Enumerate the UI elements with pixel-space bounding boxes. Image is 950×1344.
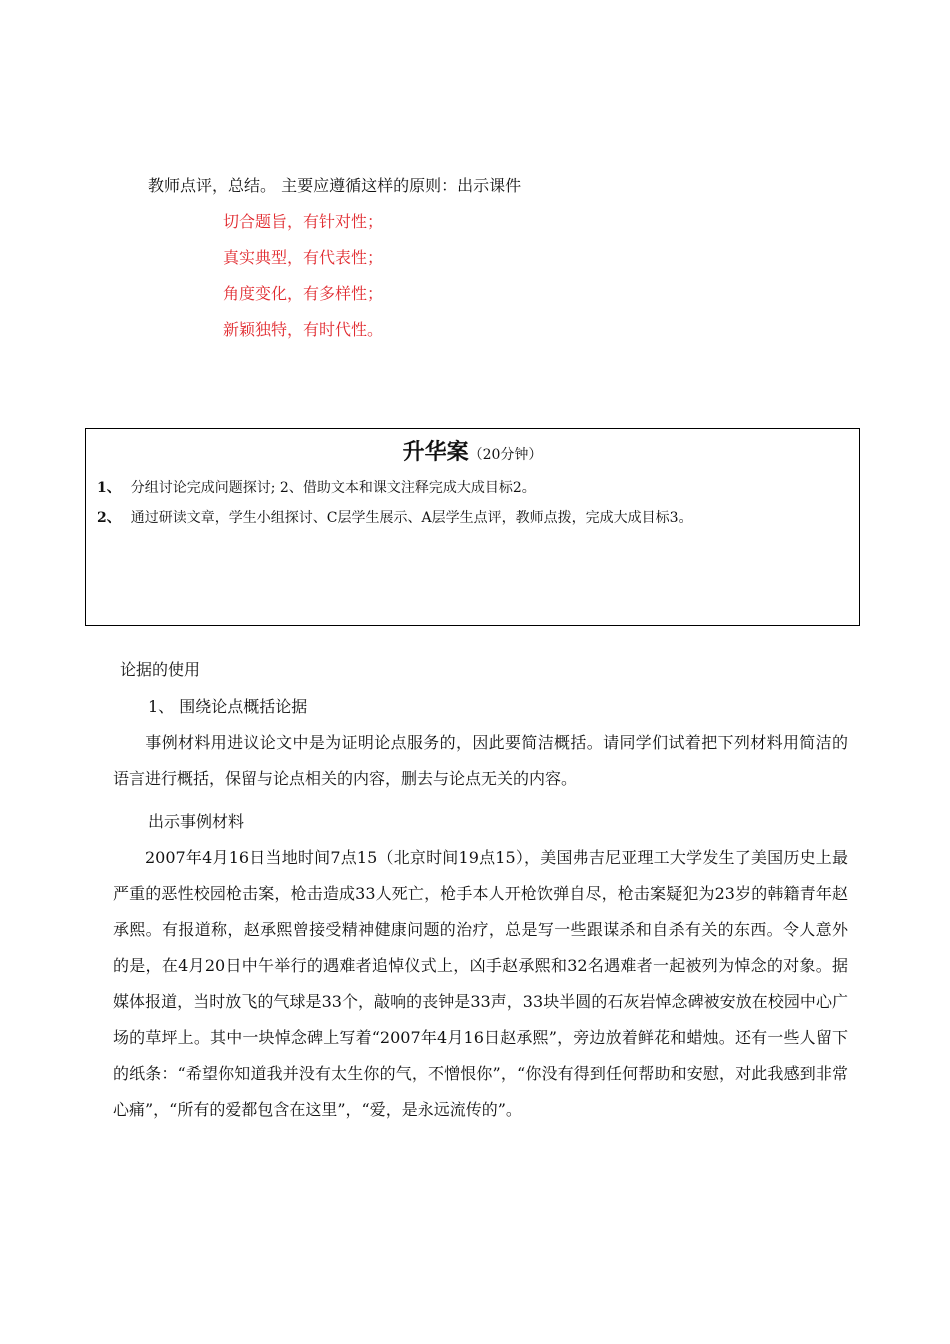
principle-item: 新颖独特，有时代性。 <box>223 320 384 339</box>
box-title-main: 升华案 <box>402 440 469 465</box>
principle-item: 真实典型，有代表性； <box>223 248 384 267</box>
box-list-item <box>97 509 692 527</box>
intro-paragraph-text: 事例材料用进议论文中是为证明论点服务的，因此要简洁概括。请同学们试着把下列材料用简洁的语言进行概括，保留与论点相关的内容，删去与论点无关的内容。 <box>113 733 848 788</box>
material-paragraph-text: 2007年4月16日当地时间7点15（北京时间19点15），美国弗吉尼亚理工大学发生了美国历史上最严重的恶性校园枪击案，枪击造成33人死亡，枪手本人开枪饮弹自尽，枪击案疑犯为23岁的韩籍青年赵承熙。有报道称，赵承熙曾接受精神健康问题的治疗，总是写一些跟谋杀和自杀有关的东西。令人意外的是，在4月20日中午举行的遇难者追悼仪式上，凶手赵承熙和32名遇难者一起被列为悼念的对象。据媒体报道，当时放飞的气球是33个，敲响的丧钟是33声，33块半圆的石灰岩悼念碑被安放在校园中心广场的草坪上。其中一块悼念碑上写着“2007年4月16日赵承熙”，旁边放着鲜花和蜡烛。还有一些人留下的纸条：“希望你知道我并没有太生你的气，不憎恨你”，“你没有得到任何帮助和安慰，对此我感到非常心痛”，“所有的爱都包含在这里”，“爱，是永远流传的”。 <box>113 848 848 1119</box>
box-item-number: 2、 <box>97 510 121 526</box>
box-item-text: 分组讨论完成问题探讨; 2、借助文本和课文注释完成大成目标2。 <box>130 480 536 496</box>
principle-item: 切合题旨，有针对性； <box>223 212 384 231</box>
intro-paragraph <box>113 725 848 797</box>
sublimation-box <box>85 428 860 626</box>
box-list-item <box>97 479 536 497</box>
box-item-number: 1、 <box>97 480 121 496</box>
box-item-text: 通过研读文章，学生小组探讨、C层学生展示、A层学生点评，教师点拨，完成大成目标3。 <box>130 510 693 526</box>
section-title: 论据的使用 <box>120 660 201 679</box>
subheading: 1、 围绕论点概括论据 <box>148 697 308 716</box>
material-label: 出示事例材料 <box>148 812 245 831</box>
principle-item: 角度变化，有多样性； <box>223 284 384 303</box>
box-title-time: （20分钟） <box>468 447 543 463</box>
box-title <box>86 435 859 466</box>
teacher-comment-line: 教师点评，总结。 主要应遵循这样的原则：出示课件 <box>148 176 522 195</box>
material-paragraph <box>113 840 848 1128</box>
